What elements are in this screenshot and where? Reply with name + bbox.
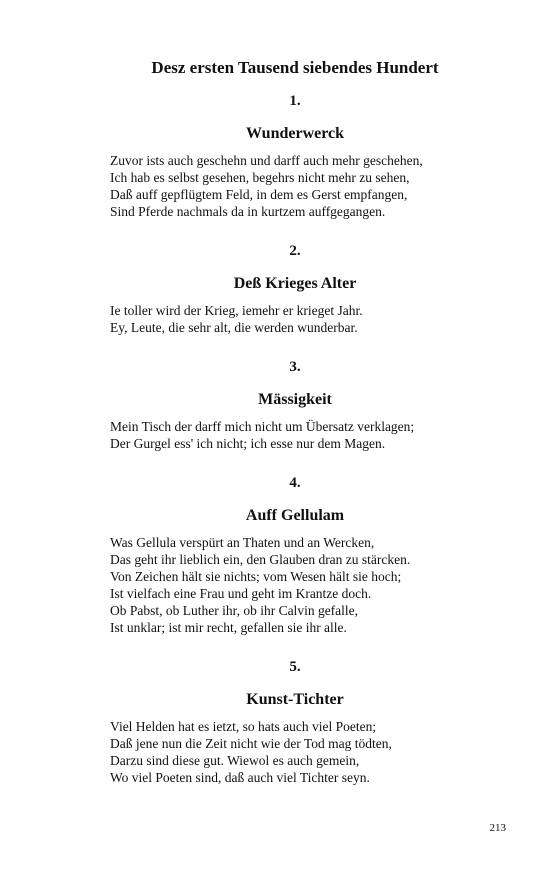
- poem-line: Daß jene nun die Zeit nicht wie der Tod mag tödten,: [110, 736, 392, 751]
- poem-2: [110, 242, 480, 336]
- poem-title: Auff Gellulam: [245, 507, 345, 524]
- poem-1: [110, 92, 480, 220]
- poem-lines: [110, 418, 480, 452]
- poem-line: Mein Tisch der darff mich nicht um Übersatz verklagen;: [110, 419, 415, 434]
- poem-5: [110, 658, 480, 786]
- section-heading: Desz ersten Tausend siebendes Hundert: [151, 58, 439, 77]
- poem-line: Viel Helden hat es ietzt, so hats auch viel Poeten;: [110, 719, 377, 734]
- poem-line: Zuvor ists auch geschehn und darff auch mehr geschehen,: [110, 153, 423, 168]
- poem-3: [110, 358, 480, 452]
- poem-line: Ie toller wird der Krieg, iemehr er krieget Jahr.: [110, 303, 363, 318]
- page-number: 213: [489, 822, 506, 834]
- poem-line: Ich hab es selbst gesehen, begehrs nicht mehr zu sehen,: [110, 170, 410, 185]
- poem-title: Kunst-Tichter: [246, 691, 344, 708]
- poem-number: 2.: [289, 243, 301, 259]
- poem-title: Mässigkeit: [258, 391, 332, 408]
- poem-line: Was Gellula verspürt an Thaten und an Wercken,: [110, 535, 375, 550]
- poem-lines: [110, 534, 480, 636]
- poem-line: Wo viel Poeten sind, daß auch viel Tichter seyn.: [110, 770, 370, 785]
- poem-lines: [110, 718, 480, 786]
- page-body: [110, 58, 480, 808]
- poem-line: Von Zeichen hält sie nichts; vom Wesen hält sie hoch;: [110, 569, 402, 584]
- poem-title: Wunderwerck: [245, 125, 345, 142]
- poem-line: Ist vielfach eine Frau und geht im Krantze doch.: [110, 586, 372, 601]
- poem-line: Ey, Leute, die sehr alt, die werden wunderbar.: [110, 320, 358, 335]
- poem-lines: [110, 302, 480, 336]
- poem-line: Darzu sind diese gut. Wiewol es auch gemein,: [110, 753, 360, 768]
- poem-lines: [110, 152, 480, 220]
- poem-number: 4.: [289, 475, 301, 491]
- poem-line: Der Gurgel ess' ich nicht; ich esse nur dem Magen.: [110, 436, 386, 451]
- poem-line: Sind Pferde nachmals da in kurtzem auffgegangen.: [110, 204, 386, 219]
- poem-number: 3.: [289, 359, 301, 375]
- poem-line: Das geht ihr lieblich ein, den Glauben dran zu stärcken.: [110, 552, 411, 567]
- poem-number: 5.: [289, 659, 301, 675]
- poem-line: Ob Pabst, ob Luther ihr, ob ihr Calvin gefalle,: [110, 603, 359, 618]
- poem-4: [110, 474, 480, 636]
- poem-number: 1.: [289, 93, 301, 109]
- poem-line: Daß auff gepflügtem Feld, in dem es Gerst empfangen,: [110, 187, 408, 202]
- poem-title: Deß Krieges Alter: [233, 275, 357, 292]
- poem-line: Ist unklar; ist mir recht, gefallen sie ihr alle.: [110, 620, 347, 635]
